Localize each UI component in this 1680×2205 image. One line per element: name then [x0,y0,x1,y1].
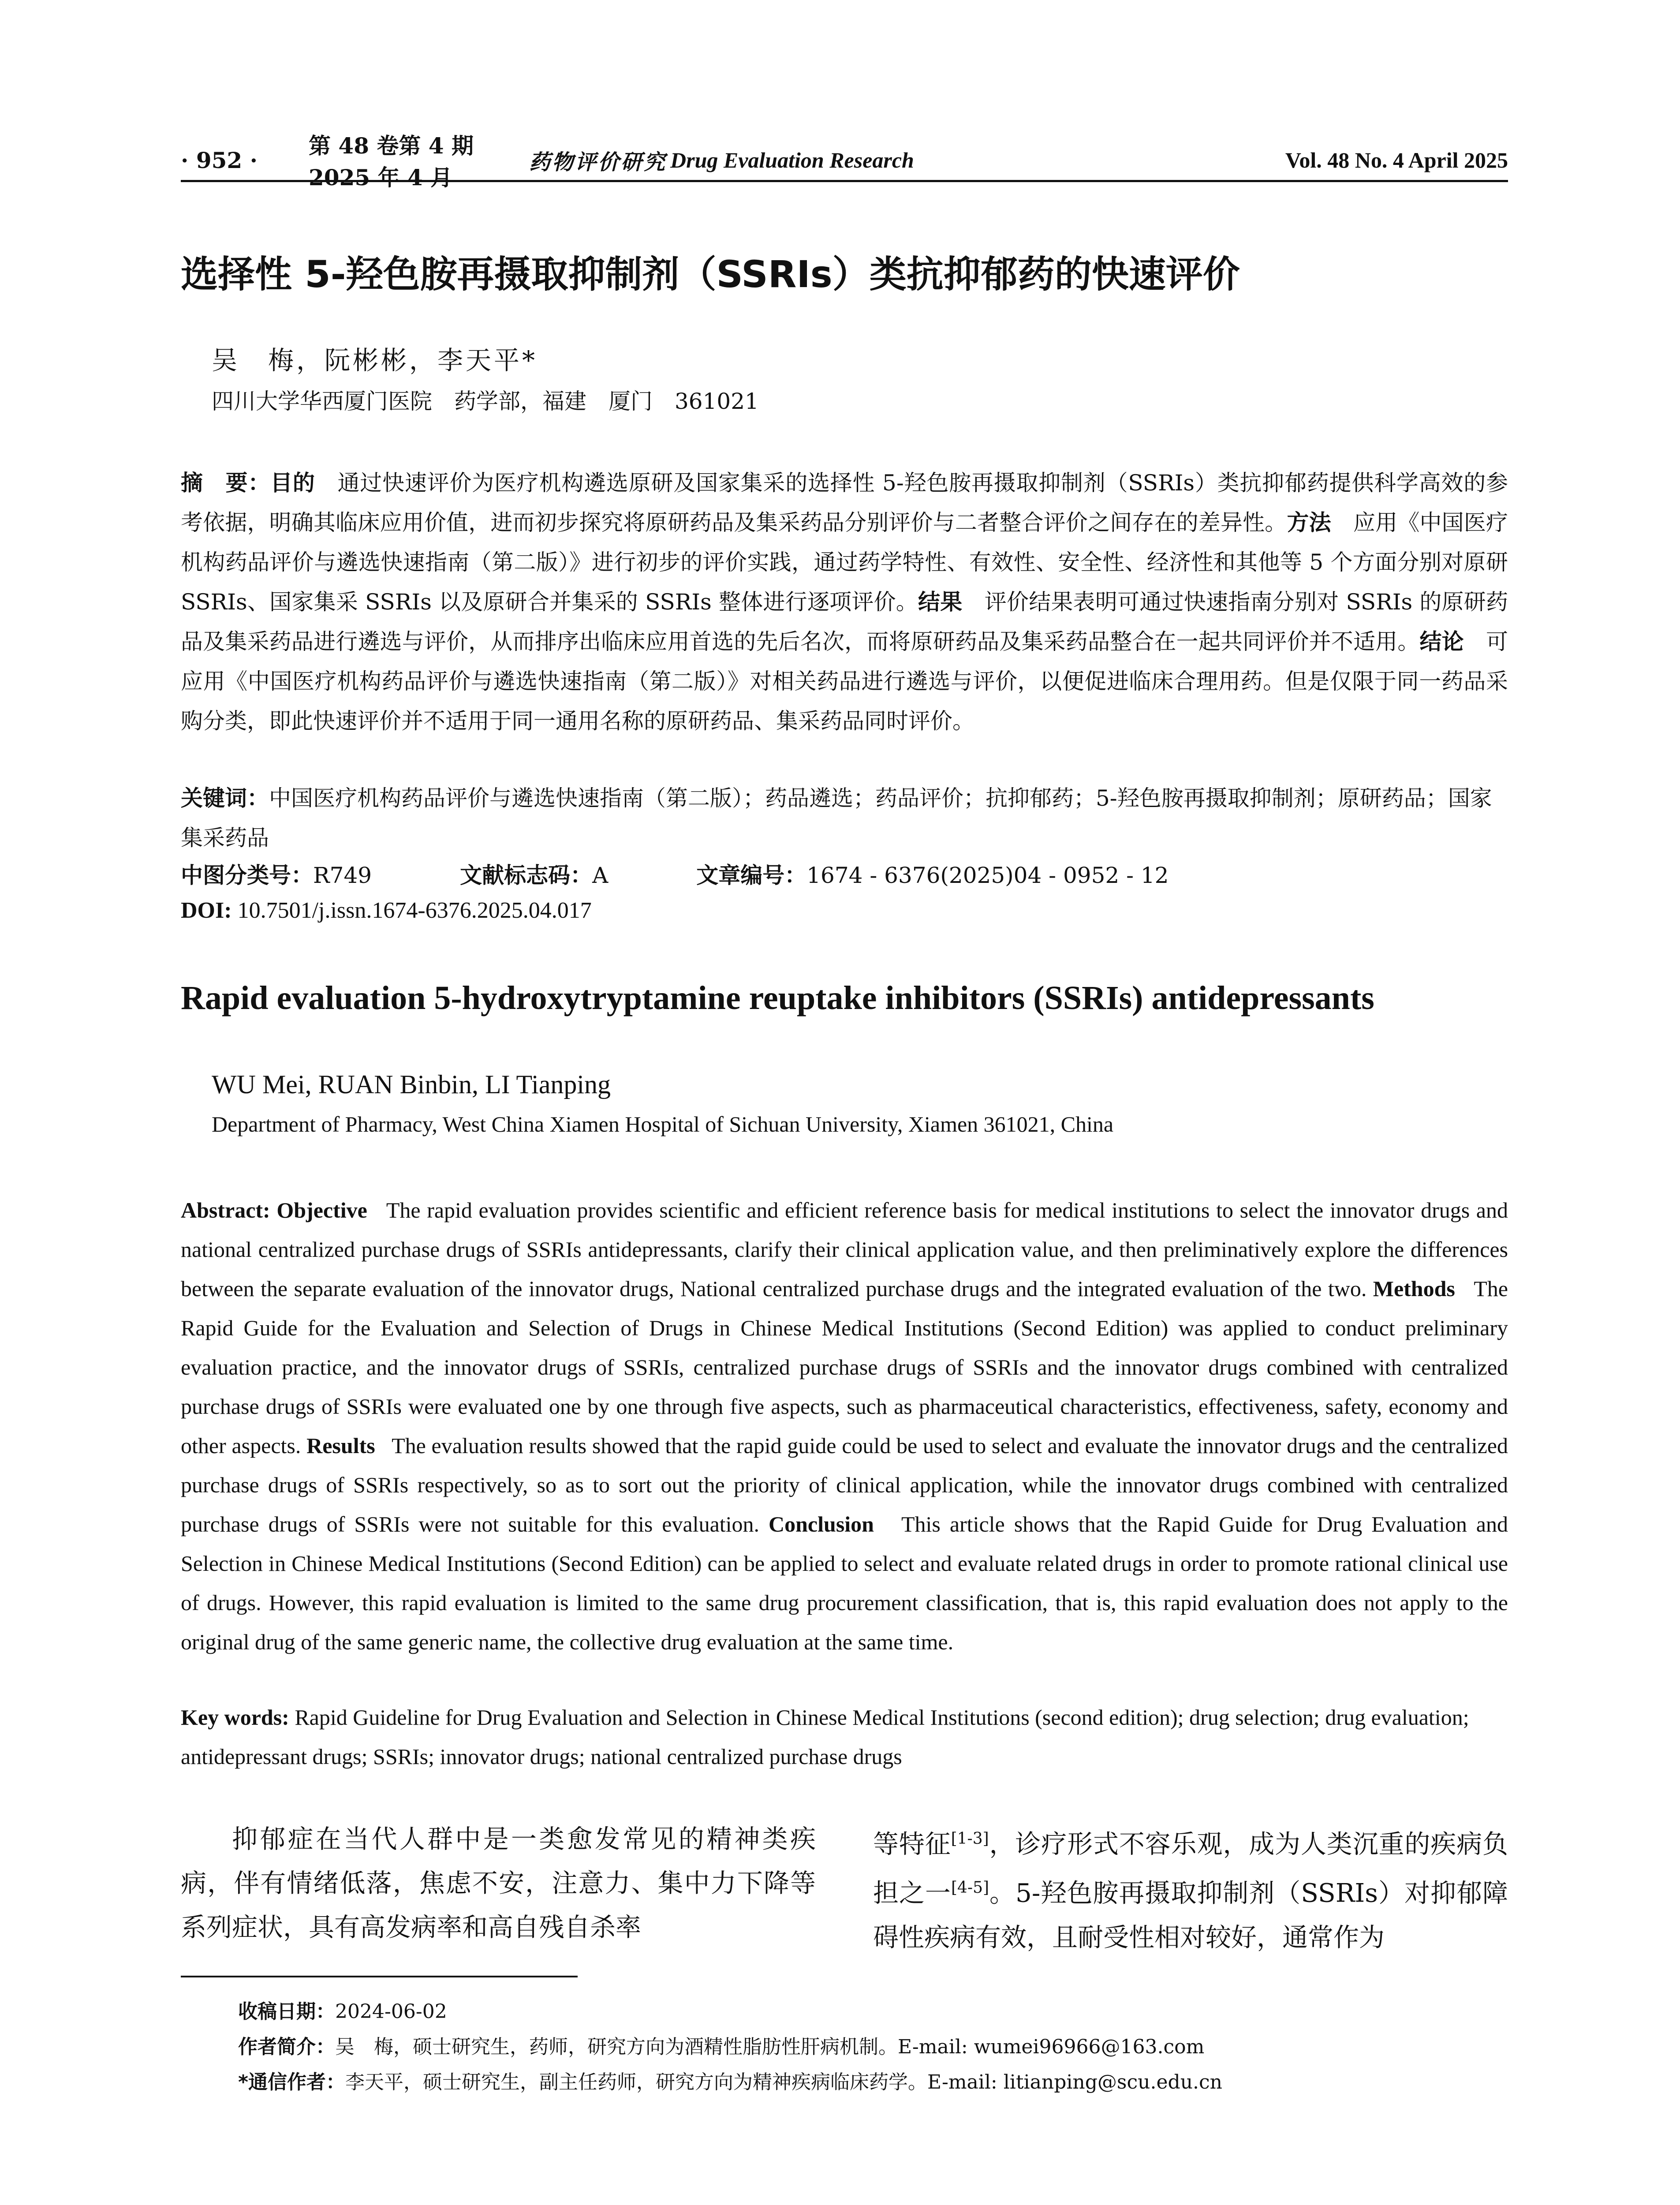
doc-code-value: A [592,863,609,888]
clc-value: R749 [313,863,372,888]
footnote-author [238,2031,1204,2059]
cn-affiliation: 四川大学华西厦门医院 药学部，福建 厦门 361021 [212,389,759,414]
body-right-column [873,1817,1508,1959]
footnote-corresponding [238,2066,1222,2094]
clc-item [181,858,372,889]
cn-title: 选择性 5-羟色胺再摄取抑制剂（SSRIs）类抗抑郁药的快速评价 [181,253,1240,296]
en-abstract-label: Abstract: [181,1198,270,1222]
doi-value[interactable]: 10.7501/j.issn.1674-6376.2025.04.017 [237,898,592,923]
cn-keywords-label: 关键词： [181,785,269,811]
en-authors: WU Mei, RUAN Binbin, LI Tianping [212,1070,611,1099]
page-number: · 952 · [181,147,258,173]
footnote-received [238,1996,447,2024]
doc-code-label: 文献标志码： [460,863,593,888]
journal-logo: 药物评价研究 [529,149,667,175]
cn-abstract-label: 摘 要： [181,470,271,496]
en-title: Rapid evaluation 5-hydroxytryptamine reuptake inhibitors (SSRIs) antidepressants [181,979,1374,1017]
cn-keywords-text: 中国医疗机构药品评价与遴选快速指南（第二版）；药品遴选；药品评价；抗抑郁药；5-羟色胺再摄取抑制剂；原研药品；国家集采药品 [181,785,1492,851]
doi-line [181,897,592,923]
cn-classification-row [181,858,1508,889]
en-objective-text: The rapid evaluation provides scientific and efficient reference basis for medical institutions to select the innovator drugs and national centralized purchase drugs of SSRIs antidepressants, clarify their clinical application value, and then preliminatively explore the differences between the separate evaluation of the innovator drugs, National centralized purchase drugs and the integrated evaluation of the two. [181,1198,1508,1301]
en-affiliation: Department of Pharmacy, West China Xiamen Hospital of Sichuan University, Xiamen 361021, China [212,1112,1114,1136]
corresponding-label: *通信作者： [238,2071,346,2093]
article-no-value: 1674 - 6376(2025)04 - 0952 - 12 [806,863,1169,888]
en-conclusion-text: This article shows that the Rapid Guide for Drug Evaluation and Selection in Chinese Medical Institutions (Second Edition) can be applied to select and evaluate related drugs in order to promote rational clinical use of drugs. However, this rapid evaluation is limited to the same drug procurement classification, that is, this rapid evaluation does not apply to the original drug of the same generic name, the collective drug evaluation at the same time. [181,1512,1508,1654]
cn-authors: 吴 梅，阮彬彬，李天平* [212,345,538,375]
cn-results-label: 结果 [918,589,963,615]
running-header [181,133,1508,191]
cn-issue-info: 第 48 卷第 4 期 2025 年 4 月 [309,133,496,191]
body-right-text-3: 。5-羟色胺再摄取抑制剂（SSRIs）对抑郁障碍性疾病有效，且耐受性相对较好，通常作为 [873,1878,1508,1952]
corresponding-text: 李天平，硕士研究生，副主任药师，研究方向为精神疾病临床药学。E-mail: litianping@scu.edu.cn [345,2071,1222,2093]
received-date: 2024-06-02 [335,2000,447,2023]
received-label: 收稿日期： [238,2000,335,2023]
cn-objective-text: 通过快速评价为医疗机构遴选原研及国家集采的选择性 5-羟色胺再摄取抑制剂（SSRIs）类抗抑郁药提供科学高效的参考依据，明确其临床应用价值，进而初步探究将原研药品及集采药品分别评价与二者整合评价之间存在的差异性。 [181,470,1508,535]
author-bio-label: 作者简介： [238,2036,335,2058]
cn-conclusion-label: 结论 [1419,629,1464,654]
en-conclusion-label: Conclusion [769,1512,874,1536]
body-left-column: 抑郁症在当代人群中是一类愈发常见的精神类疾病，伴有情绪低落，焦虑不安，注意力、集中力下降等系列症状，具有高发病率和高自残自杀率 [181,1824,816,1942]
article-no-item [696,858,1169,889]
en-methods-text: The Rapid Guide for the Evaluation and Selection of Drugs in Chinese Medical Institutions (Second Edition) was applied to conduct preliminary evaluation practice, and the innovator drugs of SSRIs, centralized purchase drugs of SSRIs and the innovator drugs combined with centralized purchase drugs of SSRIs were evaluated one by one through five aspects, such as pharmaceutical characteristics, effectiveness, safety, economy and other aspects. [181,1276,1508,1458]
cn-keywords [181,778,1508,858]
article-no-label: 文章编号： [696,863,807,888]
en-results-text: The evaluation results showed that the rapid guide could be used to select and evaluate the innovator drugs and the centralized purchase drugs of SSRIs respectively, so as to sort out the priority of clinical application, while the innovator drugs combined with centralized purchase drugs of SSRIs were not suitable for this evaluation. [181,1433,1508,1536]
cn-objective-label: 目的 [270,470,315,496]
footnote-divider [181,1976,578,1977]
doi-label: DOI: [181,898,232,923]
en-objective-label: Objective [276,1198,367,1222]
en-abstract [181,1191,1508,1662]
body-right-text-1: 等特征 [873,1829,951,1859]
author-bio-text: 吴 梅，硕士研究生，药师，研究方向为酒精性脂肪性肝病机制。E-mail: wumei96966@163.com [335,2036,1205,2058]
doc-code-item [460,858,608,889]
clc-label: 中图分类号： [181,863,313,888]
cn-methods-label: 方法 [1287,510,1331,535]
en-keywords-text: Rapid Guideline for Drug Evaluation and Selection in Chinese Medical Institutions (second edition); drug selection; drug evaluation; antidepressant drugs; SSRIs; innovator drugs; national centralized purchase drugs [181,1705,1469,1769]
cn-results-text: 评价结果表明可通过快速指南分别对 SSRIs 的原研药品及集采药品进行遴选与评价，从而排序出临床应用首选的先后名次，而将原研药品及集采药品整合在一起共同评价并不适用。 [181,589,1508,654]
cn-methods-text: 应用《中国医疗机构药品评价与遴选快速指南（第二版）》进行初步的评价实践，通过药学特性、有效性、安全性、经济性和其他等 5 个方面分别对原研 SSRIs、国家集采 SSRIs 以及原研合并集采的 SSRIs 整体进行逐项评价。 [181,510,1508,615]
en-keywords-label: Key words: [181,1705,289,1730]
en-keywords [181,1698,1508,1776]
body-right-text-2: ，诊疗形式不容乐观，成为人类沉重的疾病负担之一 [873,1829,1508,1908]
en-methods-label: Methods [1373,1276,1455,1301]
citation-ref-2[interactable]: [4-5] [951,1879,989,1897]
cn-abstract [181,463,1508,741]
en-issue-info: Vol. 48 No. 4 April 2025 [1285,148,1508,172]
cn-conclusion-text: 可应用《中国医疗机构药品评价与遴选快速指南（第二版）》对相关药品进行遴选与评价，以便促进临床合理用药。但是仅限于同一药品采购分类，即此快速评价并不适用于同一通用名称的原研药品、集采药品同时评价。 [181,629,1508,734]
citation-ref-1[interactable]: [1-3] [951,1830,989,1848]
en-results-label: Results [306,1433,375,1458]
en-journal-name: Drug Evaluation Research [670,148,914,172]
